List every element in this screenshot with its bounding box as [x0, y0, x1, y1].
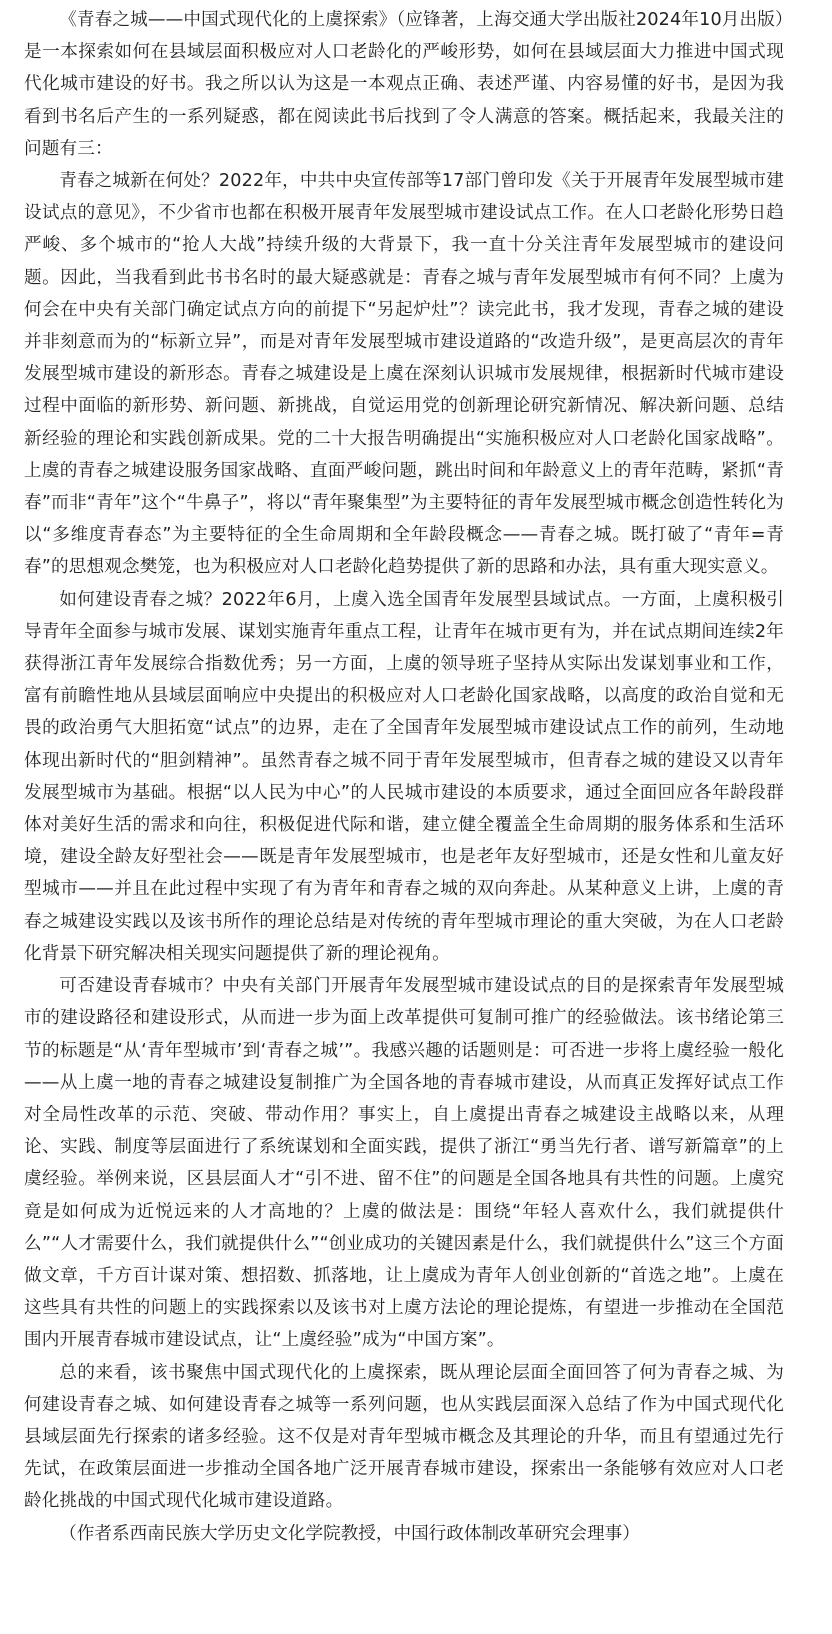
paragraph-conclusion: 总的来看，该书聚焦中国式现代化的上虞探索，既从理论层面全面回答了何为青春之城、为何建设青春之城、如何建设青春之城等一系列问题，也从实践层面深入总结了作为中国式现代化县域层面先行探索的诸多经验。这不仅是对青年型城市概念及其理论的升华，而且有望通过先行先试，在政策层面进一步推动全国各地广泛开展青春城市建设，探索出一条能够有效应对人口老龄化挑战的中国式现代化城市建设道路。 — [24, 1362, 784, 1512]
paragraph-question-new: 青春之城新在何处？2022年，中共中央宣传部等17部门曾印发《关于开展青年发展型城市建设试点的意见》，不少省市也都在积极开展青年发展型城市建设试点工作。在人口老龄化形势日趋严峻、多个城市的“抢人大战”持续升级的大背景下，我一直十分关注青年发展型城市的建设问题。因此，当我看到此书书名时的最大疑惑就是：青春之城与青年发展型城市有何不同？上虞为何会在中央有关部门确定试点方向的前提下“另起炉灶”？读完此书，我才发现，青春之城的建设并非刻意而为的“标新立异”，而是对青年发展型城市建设道路的“改造升级”，是更高层次的青年发展型城市建设的新形态。青春之城建设是上虞在深刻认识城市发展规律，根据新时代城市建设过程中面临的新形势、新问题、新挑战，自觉运用党的创新理论研究新情况、解决新问题、总结新经验的理论和实践创新成果。党的二十大报告明确提出“实施积极应对人口老龄化国家战略”。上虞的青春之城建设服务国家战略、直面严峻问题，跳出时间和年龄意义上的青年范畴，紧抓“青春”而非“青年”这个“牛鼻子”，将以“青年聚集型”为主要特征的青年发展型城市概念创造性转化为以“多维度青春态”为主要特征的全生命周期和全年龄段概念——青春之城。既打破了“青年=青春”的思想观念樊笼，也为积极应对人口老龄化趋势提供了新的思路和办法，具有重大现实意义。 — [24, 171, 784, 578]
paragraph-intro: 《青春之城——中国式现代化的上虞探索》（应锋著，上海交通大学出版社2024年10月出版）是一本探索如何在县域层面积极应对人口老龄化的严峻形势，如何在县域层面大力推进中国式现代化城市建设的好书。我之所以认为这是一本观点正确、表述严谨、内容易懂的好书，是因为我看到书名后产生的一系列疑惑，都在阅读此书后找到了令人满意的答案。概括起来，我最关注的问题有三： — [24, 10, 784, 159]
author-signature: （作者系西南民族大学历史文化学院教授，中国行政体制改革研究会理事） — [59, 1523, 640, 1544]
paragraph-question-whether: 可否建设青春城市？中央有关部门开展青年发展型城市建设试点的目的是探索青年发展型城市的建设路径和建设形式，从而进一步为面上改革提供可复制可推广的经验做法。该书绪论第三节的标题是“从‘青年型城市’到‘青春之城’”。我感兴趣的话题则是：可否进一步将上虞经验一般化——从上虞一地的青春之城建设复制推广为全国各地的青春城市建设，从而真正发挥好试点工作对全局性改革的示范、突破、带动作用？事实上，自上虞提出青春之城建设主战略以来，从理论、实践、制度等层面进行了系统谋划和全面实践，提供了浙江“勇当先行者、谱写新篇章”的上虞经验。举例来说，区县层面人才“引不进、留不住”的问题是全国各地具有共性的问题。上虞究竟是如何成为近悦远来的人才高地的？上虞的做法是：围绕“年轻人喜欢什么，我们就提供什么”“人才需要什么，我们就提供什么”“创业成功的关键因素是什么，我们就提供什么”这三个方面做文章，千方百计谋对策、想招数、抓落地，让上虞成为青年人创业创新的“首选之地”。上虞在这些具有共性的问题上的实践探索以及该书对上虞方法论的理论提炼，有望进一步推动在全国范围内开展青春城市建设试点，让“上虞经验”成为“中国方案”。 — [24, 976, 784, 1351]
paragraph-question-how: 如何建设青春之城？2022年6月，上虞入选全国青年发展型县域试点。一方面，上虞积极引导青年全面参与城市发展、谋划实施青年重点工程，让青年在城市更有为，并在试点期间连续2年获得浙江青年发展综合指数优秀；另一方面，上虞的领导班子坚持从实际出发谋划事业和工作，富有前瞻性地从县域层面响应中央提出的积极应对人口老龄化国家战略，以高度的政治自觉和无畏的政治勇气大胆拓宽“试点”的边界，走在了全国青年发展型城市建设试点工作的前列，生动地体现出新时代的“胆剑精神”。虽然青春之城不同于青年发展型城市，但青春之城的建设又以青年发展型城市为基础。根据“以人民为中心”的人民城市建设的本质要求，通过全面回应各年龄段群体对美好生活的需求和向往，积极促进代际和谐，建立健全覆盖全生命周期的服务体系和生活环境，建设全龄友好型社会——既是青年发展型城市，也是老年友好型城市，还是女性和儿童友好型城市——并且在此过程中实现了有为青年和青春之城的双向奔赴。从某种意义上讲，上虞的青春之城建设实践以及该书所作的理论总结是对传统的青年型城市理论的重大突破，为在人口老龄化背景下研究解决相关现实问题提供了新的理论视角。 — [24, 589, 784, 964]
